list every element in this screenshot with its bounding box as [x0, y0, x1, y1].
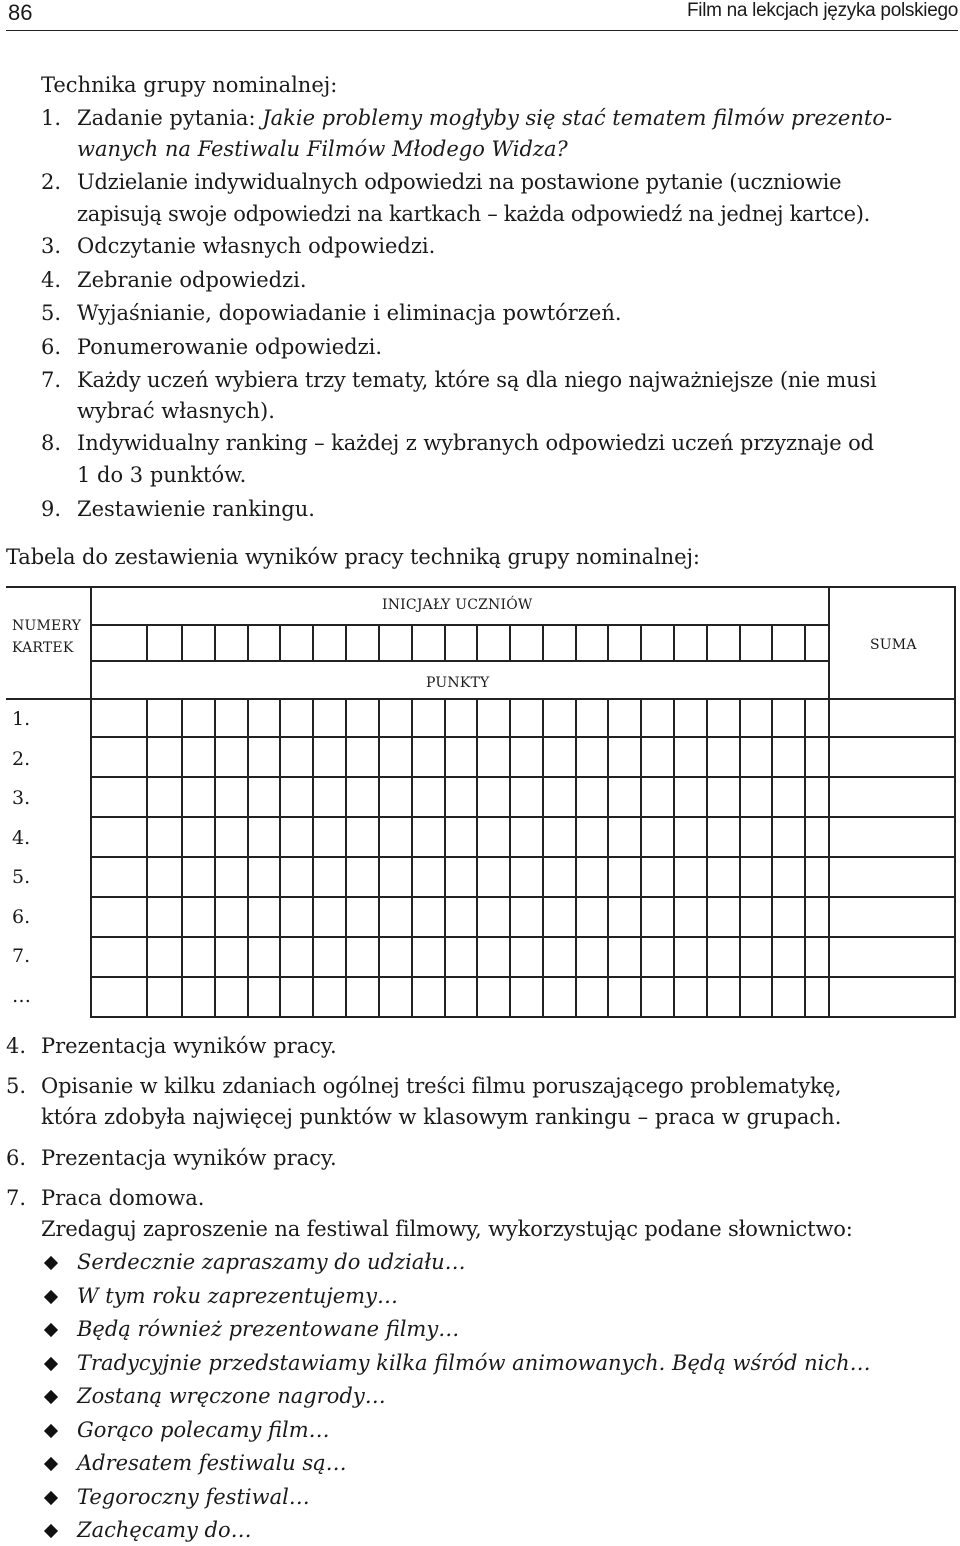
- step-text: Praca domowa.: [41, 1186, 205, 1210]
- table-row-label: 7.: [12, 945, 31, 967]
- list-item-prefix: Zadanie pytania:: [77, 106, 263, 130]
- table-grid-line: [214, 698, 216, 1018]
- diamond-bullet-icon: [44, 1457, 58, 1471]
- list-item-number: 6.: [41, 335, 62, 359]
- table-row-line: [90, 856, 956, 858]
- diamond-bullet-icon: [44, 1256, 58, 1270]
- running-title: Film na lekcjach języka polskiego: [687, 0, 958, 21]
- list-item-question-cont: wanych na Festiwalu Filmów Młodego Widza?: [77, 137, 568, 161]
- list-item-number: 3.: [41, 234, 62, 258]
- vocabulary-item: Serdecznie zapraszamy do udziału…: [77, 1250, 466, 1274]
- list-item-number: 7.: [41, 368, 62, 392]
- vocabulary-item: W tym roku zaprezentujemy…: [77, 1283, 398, 1308]
- diamond-bullet-icon: [44, 1323, 58, 1337]
- table-row-label: 4.: [12, 826, 31, 849]
- sum-header: SUMA: [870, 637, 917, 653]
- table-grid-line: [312, 624, 314, 662]
- table-grid-line: [146, 698, 148, 1018]
- diamond-bullet-icon: [44, 1423, 58, 1437]
- list-item-text: Zebranie odpowiedzi.: [77, 268, 307, 292]
- table-grid-line: [181, 698, 183, 1018]
- list-item-text-cont: 1 do 3 punktów.: [77, 463, 247, 487]
- table-border: [90, 586, 956, 588]
- table-row-line: [90, 816, 956, 818]
- initials-header: INICJAŁY UCZNIÓW: [382, 597, 533, 613]
- table-grid-line: [607, 624, 609, 662]
- table-grid-line: [804, 624, 806, 662]
- table-grid-line: [673, 698, 675, 1018]
- table-row-label: 3.: [12, 787, 31, 809]
- table-border: [828, 586, 830, 1018]
- list-item-question: Jakie problemy mogłyby się stać tematem filmów prezento-: [262, 106, 893, 130]
- table-grid-line: [739, 698, 741, 1018]
- table-grid-line: [345, 698, 347, 1018]
- vocabulary-item: Tegoroczny festiwal…: [77, 1484, 310, 1509]
- table-grid-line: [247, 698, 249, 1018]
- table-grid-line: [771, 698, 773, 1018]
- step-number: 4.: [6, 1034, 27, 1058]
- table-grid-line: [575, 698, 577, 1018]
- list-item-text: Zestawienie rankingu.: [77, 497, 315, 521]
- page-header: [6, 0, 958, 31]
- table-grid-line: [411, 698, 413, 1018]
- list-item-text: Odczytanie własnych odpowiedzi.: [77, 234, 436, 258]
- page-number: 86: [8, 0, 33, 25]
- table-grid-line: [640, 624, 642, 662]
- table-grid-line: [542, 698, 544, 1018]
- table-row-line: [90, 1016, 956, 1018]
- table-grid-line: [640, 698, 642, 1018]
- table-grid-line: [673, 624, 675, 662]
- table-border: [90, 660, 830, 662]
- list-item-text: Ponumerowanie odpowiedzi.: [77, 335, 383, 359]
- table-border: [6, 586, 92, 588]
- table-grid-line: [804, 698, 806, 1018]
- list-item-text: Udzielanie indywidualnych odpowiedzi na postawione pytanie (uczniowie: [77, 170, 842, 194]
- table-grid-line: [476, 698, 478, 1018]
- list-item-text: Każdy uczeń wybiera trzy tematy, które są dla niego najważniejsze (nie musi: [77, 368, 877, 392]
- vocabulary-item: Tradycyjnie przedstawiamy kilka filmów animowanych. Będą wśród nich…: [77, 1350, 871, 1375]
- table-grid-line: [146, 624, 148, 662]
- list-item-text-cont: zapisują swoje odpowiedzi na kartkach – każda odpowiedź na jednej kartce).: [77, 202, 871, 226]
- table-grid-line: [739, 624, 741, 662]
- list-item-text: Wyjaśnianie, dopowiadanie i eliminacja powtórzeń.: [77, 301, 622, 325]
- table-row-line: [90, 736, 956, 738]
- table-grid-line: [706, 698, 708, 1018]
- table-grid-line: [444, 698, 446, 1018]
- list-item-text: Indywidualny ranking – każdej z wybranych odpowiedzi uczeń przyznaje od: [77, 431, 875, 455]
- nominal-group-table: [6, 586, 956, 1018]
- step-text: Prezentacja wyników pracy.: [41, 1034, 337, 1058]
- list-item-number: 1.: [41, 106, 62, 130]
- table-grid-line: [378, 698, 380, 1018]
- table-grid-line: [542, 624, 544, 662]
- numbers-header: NUMERY: [12, 618, 82, 634]
- table-row-line: [90, 896, 956, 898]
- list-item-number: 8.: [41, 431, 62, 455]
- table-row-label: 1.: [12, 708, 31, 730]
- table-grid-line: [181, 624, 183, 662]
- table-grid-line: [509, 624, 511, 662]
- diamond-bullet-icon: [44, 1356, 58, 1370]
- table-border: [90, 586, 92, 1018]
- table-row-line: [90, 976, 956, 978]
- diamond-bullet-icon: [44, 1490, 58, 1504]
- table-grid-line: [279, 698, 281, 1018]
- diamond-bullet-icon: [44, 1390, 58, 1404]
- step-text-cont: która zdobyła najwięcej punktów w klasowym rankingu – praca w grupach.: [41, 1105, 842, 1129]
- technique-title: Technika grupy nominalnej:: [41, 73, 338, 97]
- vocabulary-item: Zostaną wręczone nagrody…: [77, 1384, 386, 1408]
- table-grid-line: [345, 624, 347, 662]
- cards-header: KARTEK: [12, 640, 74, 656]
- list-item-number: 2.: [41, 170, 62, 194]
- table-grid-line: [279, 624, 281, 662]
- table-grid-line: [378, 624, 380, 662]
- list-item-number: 5.: [41, 301, 62, 325]
- list-item-number: 9.: [41, 497, 62, 521]
- diamond-bullet-icon: [44, 1524, 58, 1538]
- table-grid-line: [247, 624, 249, 662]
- vocabulary-item: Będą również prezentowane filmy…: [77, 1317, 460, 1341]
- vocabulary-item: Gorąco polecamy film…: [77, 1417, 330, 1442]
- diamond-bullet-icon: [44, 1289, 58, 1303]
- step-text: Prezentacja wyników pracy.: [41, 1146, 337, 1170]
- table-grid-line: [444, 624, 446, 662]
- list-item-number: 4.: [41, 268, 62, 292]
- table-row-line: [90, 776, 956, 778]
- step-number: 7.: [6, 1186, 27, 1210]
- table-row-label: 2.: [12, 747, 31, 770]
- table-grid-line: [575, 624, 577, 662]
- table-row-label: 6.: [12, 905, 31, 928]
- table-row-label: …: [12, 984, 31, 1007]
- table-grid-line: [771, 624, 773, 662]
- table-border: [90, 624, 830, 626]
- list-item-text: [77, 103, 892, 134]
- points-header: PUNKTY: [426, 675, 490, 691]
- step-text: Opisanie w kilku zdaniach ogólnej treści filmu poruszającego problematykę,: [41, 1074, 842, 1098]
- vocabulary-item: Adresatem festiwalu są…: [77, 1451, 347, 1475]
- table-grid-line: [476, 624, 478, 662]
- table-row-label: 5.: [12, 866, 31, 888]
- step-text-cont: Zredaguj zaproszenie na festiwal filmowy, wykorzystując podane słownictwo:: [41, 1217, 853, 1241]
- table-grid-line: [411, 624, 413, 662]
- table-caption: Tabela do zestawienia wyników pracy techniką grupy nominalnej:: [6, 545, 700, 569]
- table-grid-line: [607, 698, 609, 1018]
- table-grid-line: [312, 698, 314, 1018]
- vocabulary-item: Zachęcamy do…: [77, 1518, 252, 1542]
- table-border: [954, 586, 956, 1018]
- table-grid-line: [214, 624, 216, 662]
- step-number: 5.: [6, 1074, 27, 1098]
- step-number: 6.: [6, 1146, 27, 1170]
- table-grid-line: [509, 698, 511, 1018]
- table-border: [6, 698, 956, 700]
- table-grid-line: [706, 624, 708, 662]
- table-row-line: [90, 936, 956, 938]
- list-item-text-cont: wybrać własnych).: [77, 399, 275, 423]
